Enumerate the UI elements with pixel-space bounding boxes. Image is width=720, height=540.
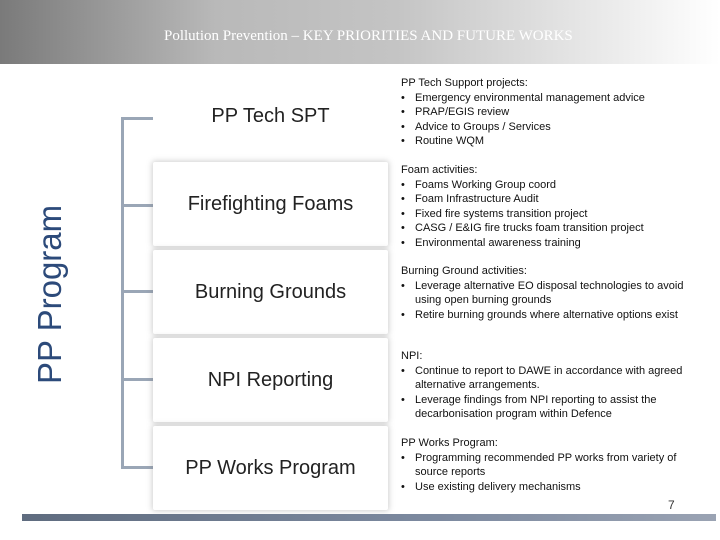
bracket-connector (121, 466, 153, 469)
list-item: • PRAP/EGIS review (401, 105, 711, 120)
details-list (401, 364, 711, 422)
header-band (0, 0, 720, 64)
details-title: PP Works Program: (401, 437, 498, 449)
list-item: • Routine WQM (401, 134, 711, 149)
bracket-connector (121, 117, 153, 120)
box-pp-tech-spt (153, 74, 388, 158)
details-list (401, 279, 711, 323)
list-item: • Continue to report to DAWE in accordance with agreed alternative arrangements. (401, 364, 711, 393)
bracket-connector (121, 378, 153, 381)
box-label: PP Tech SPT (211, 104, 330, 127)
list-item: • Foam Infrastructure Audit (401, 192, 711, 207)
details-list (401, 91, 711, 149)
details-list (401, 178, 711, 251)
details-npi (401, 349, 711, 422)
box-label: Burning Grounds (194, 280, 347, 303)
list-item: • Leverage alternative EO disposal technologies to avoid using open burning grounds (401, 279, 711, 308)
details-title: Foam activities: (401, 164, 478, 176)
box-burning-grounds (153, 250, 388, 334)
slide-title: Pollution Prevention – KEY PRIORITIES AND FUTURE WORKS (164, 28, 573, 44)
box-label: Firefighting Foams (187, 192, 354, 215)
details-pp-tech-support (401, 76, 711, 149)
list-item: • Retire burning grounds where alternative options exist (401, 308, 711, 323)
list-item: • CASG / E&IG fire trucks foam transition project (401, 221, 711, 236)
details-foam-activities (401, 163, 711, 250)
box-label: PP Works Program (185, 456, 356, 479)
box-pp-works-program (153, 426, 388, 510)
bracket-connector (121, 204, 153, 207)
details-list (401, 451, 711, 495)
details-title: Burning Ground activities: (401, 265, 527, 277)
footer-bar (22, 514, 716, 521)
page-number: 7 (668, 498, 675, 512)
box-npi-reporting (153, 338, 388, 422)
list-item: • Leverage findings from NPI reporting to assist the decarbonisation program within Defence (401, 393, 711, 422)
side-label: PP Program (31, 204, 68, 384)
list-item: • Advice to Groups / Services (401, 120, 711, 135)
list-item: • Emergency environmental management advice (401, 91, 711, 106)
details-title: PP Tech Support projects: (401, 77, 528, 89)
list-item: • Environmental awareness training (401, 236, 711, 251)
box-firefighting-foams (153, 162, 388, 246)
list-item: • Fixed fire systems transition project (401, 207, 711, 222)
bracket-connector (121, 290, 153, 293)
details-pp-works (401, 436, 711, 494)
details-burning-ground (401, 264, 711, 322)
list-item: • Programming recommended PP works from variety of source reports (401, 451, 711, 480)
list-item: • Foams Working Group coord (401, 178, 711, 193)
details-title: NPI: (401, 350, 423, 362)
list-item: • Use existing delivery mechanisms (401, 480, 711, 495)
box-label: NPI Reporting (207, 368, 334, 391)
